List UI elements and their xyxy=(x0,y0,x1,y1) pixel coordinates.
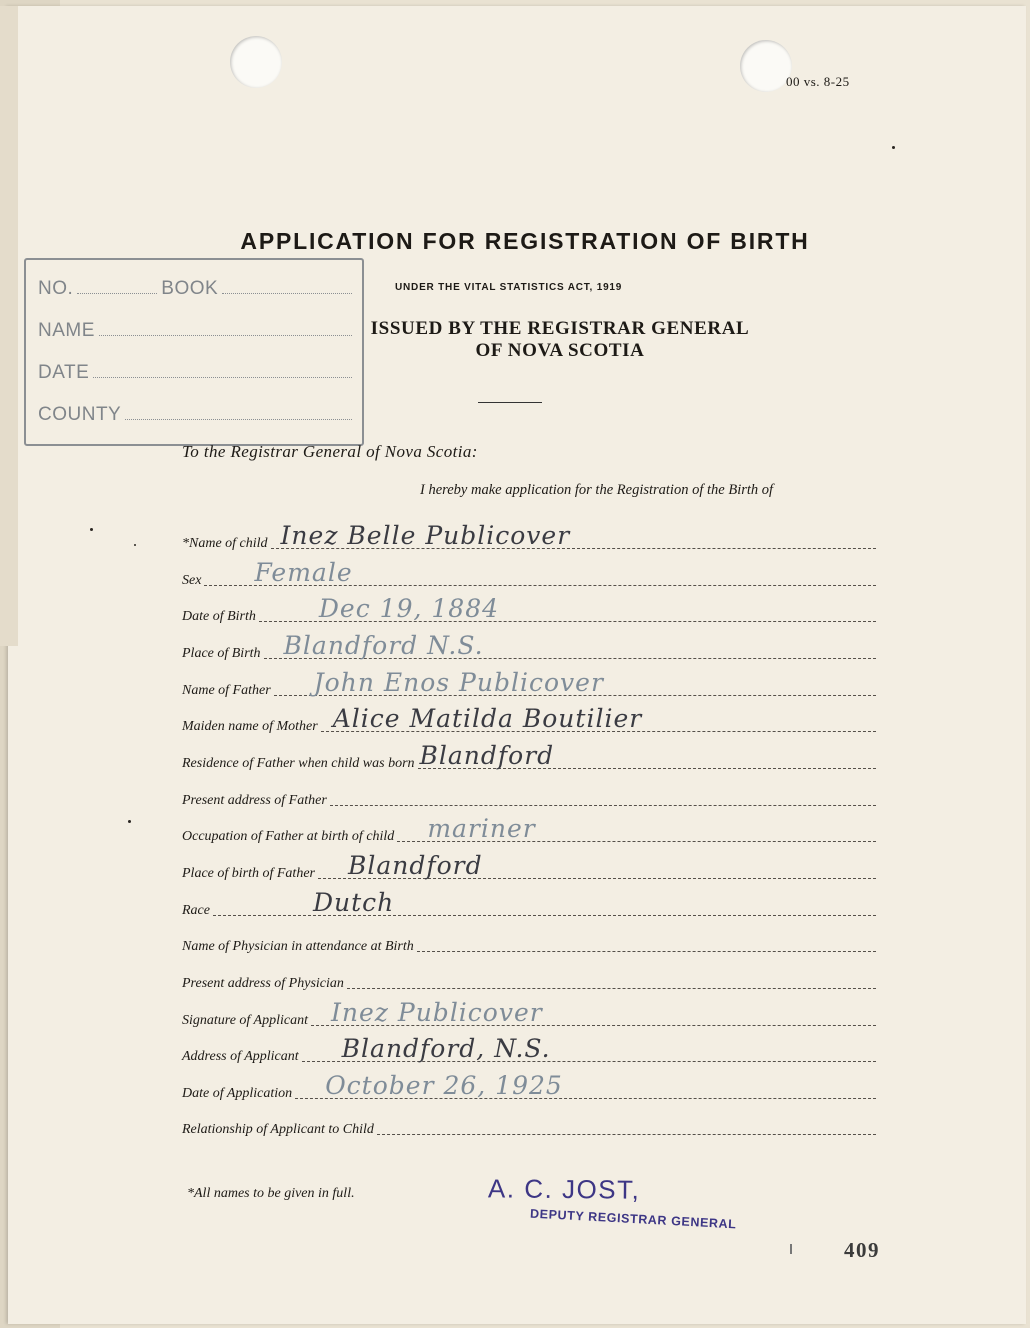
handwritten-value: Inez Belle Publicover xyxy=(280,521,571,550)
title-divider xyxy=(478,402,542,403)
field-label: Occupation of Father at birth of child xyxy=(182,829,395,844)
ink-speck xyxy=(128,820,131,823)
stamp-row-no xyxy=(38,278,352,300)
field-occupation-of-father xyxy=(182,814,876,845)
field-line xyxy=(264,631,876,660)
field-maiden-name-of-mother xyxy=(182,704,876,735)
field-place-of-birth xyxy=(182,631,876,662)
stamp-row-county xyxy=(38,404,352,426)
stamp-no-label: NO. xyxy=(38,278,74,299)
salutation: To the Registrar General of Nova Scotia: xyxy=(182,442,478,461)
field-line xyxy=(311,998,876,1027)
stamp-county-label: COUNTY xyxy=(38,404,122,425)
field-present-address-of-father xyxy=(182,785,876,809)
page-number: 409 xyxy=(844,1238,880,1262)
field-line xyxy=(274,668,876,697)
field-label: Maiden name of Mother xyxy=(182,719,318,734)
stamp-county-dots xyxy=(125,405,352,420)
handwritten-value: October 26, 1925 xyxy=(325,1071,563,1100)
registrar-stamp-title: DEPUTY REGISTRAR GENERAL xyxy=(529,1206,737,1232)
stamp-date-dots xyxy=(93,363,352,378)
field-line xyxy=(418,741,876,770)
field-name-of-father xyxy=(182,668,876,699)
field-relationship-of-applicant xyxy=(182,1114,876,1138)
field-label: Date of Birth xyxy=(182,609,256,624)
field-label: Name of Father xyxy=(182,683,271,698)
punch-hole-left xyxy=(230,36,282,88)
field-line xyxy=(318,851,876,880)
field-line xyxy=(302,1034,876,1063)
registrar-stamp-name: A. C. JOST, xyxy=(487,1173,641,1205)
field-residence-of-father xyxy=(182,741,876,772)
field-line xyxy=(417,933,876,952)
handwritten-value: Blandford xyxy=(347,851,483,880)
handwritten-value: Blandford, N.S. xyxy=(341,1034,551,1063)
ink-speck xyxy=(892,146,895,149)
field-label: Signature of Applicant xyxy=(182,1013,308,1028)
field-label: *Name of child xyxy=(182,536,268,551)
field-date-of-application xyxy=(182,1071,876,1102)
handwritten-value: Blandford N.S. xyxy=(283,631,484,660)
field-label: Residence of Father when child was born xyxy=(182,756,415,771)
stamp-book-dots xyxy=(222,279,352,294)
handwritten-value: mariner xyxy=(427,814,536,843)
page-tick-mark xyxy=(790,1244,792,1254)
field-signature-of-applicant xyxy=(182,998,876,1029)
field-name-of-child xyxy=(182,521,876,552)
handwritten-value: John Enos Publicover xyxy=(313,668,604,697)
field-present-address-of-physician xyxy=(182,968,876,992)
field-label: Date of Application xyxy=(182,1086,293,1101)
field-line xyxy=(321,704,876,733)
stamp-name-dots xyxy=(99,321,352,336)
field-address-of-applicant xyxy=(182,1034,876,1065)
handwritten-value: Female xyxy=(254,558,353,587)
field-date-of-birth xyxy=(182,594,876,625)
field-label: Relationship of Applicant to Child xyxy=(182,1122,374,1137)
ink-speck xyxy=(90,528,93,531)
folded-edge xyxy=(0,6,18,646)
form-subtitle: UNDER THE VITAL STATISTICS ACT, 1919 xyxy=(395,282,623,293)
field-label: Place of birth of Father xyxy=(182,866,315,881)
handwritten-value: Inez Publicover xyxy=(331,998,543,1027)
form-title: APPLICATION FOR REGISTRATION OF BIRTH xyxy=(240,228,810,254)
registration-stamp xyxy=(24,258,364,446)
field-label: Address of Applicant xyxy=(182,1049,299,1064)
handwritten-value: Dutch xyxy=(312,888,395,917)
stamp-no-dots xyxy=(77,279,157,294)
field-line xyxy=(330,787,876,806)
handwritten-value: Alice Matilda Boutilier xyxy=(332,704,643,733)
field-label: Sex xyxy=(182,573,202,588)
field-label: Present address of Physician xyxy=(182,976,344,991)
field-race xyxy=(182,888,876,919)
field-name-of-physician xyxy=(182,931,876,955)
field-line xyxy=(295,1071,876,1100)
stamp-book-label: BOOK xyxy=(161,278,219,299)
field-label: Name of Physician in attendance at Birth xyxy=(182,939,414,954)
field-line xyxy=(213,888,876,917)
punch-hole-right xyxy=(740,40,792,92)
handwritten-value: Blandford xyxy=(419,741,555,770)
field-line xyxy=(271,521,876,550)
field-label: Place of Birth xyxy=(182,646,261,661)
stamp-row-name xyxy=(38,320,352,342)
field-line xyxy=(259,594,876,623)
field-line xyxy=(397,814,876,843)
handwritten-value: Dec 19, 1884 xyxy=(318,594,500,623)
footnote: *All names to be given in full. xyxy=(187,1186,355,1201)
stamp-name-label: NAME xyxy=(38,320,95,341)
stamp-row-date xyxy=(38,362,352,384)
field-line xyxy=(377,1116,876,1135)
field-place-of-birth-of-father xyxy=(182,851,876,882)
field-label: Race xyxy=(182,903,210,918)
issuer-block xyxy=(290,318,830,362)
field-sex xyxy=(182,558,876,589)
field-line xyxy=(347,970,876,989)
field-line xyxy=(204,558,876,587)
field-label: Present address of Father xyxy=(182,793,327,808)
stamp-date-label: DATE xyxy=(38,362,90,383)
issuer-line-2: OF NOVA SCOTIA xyxy=(475,340,645,361)
form-code: 00 vs. 8-25 xyxy=(786,74,850,89)
issuer-line-1: ISSUED BY THE REGISTRAR GENERAL xyxy=(370,318,750,339)
ink-speck xyxy=(134,544,136,546)
intro-statement: I hereby make application for the Registration of the Birth of xyxy=(420,482,774,498)
